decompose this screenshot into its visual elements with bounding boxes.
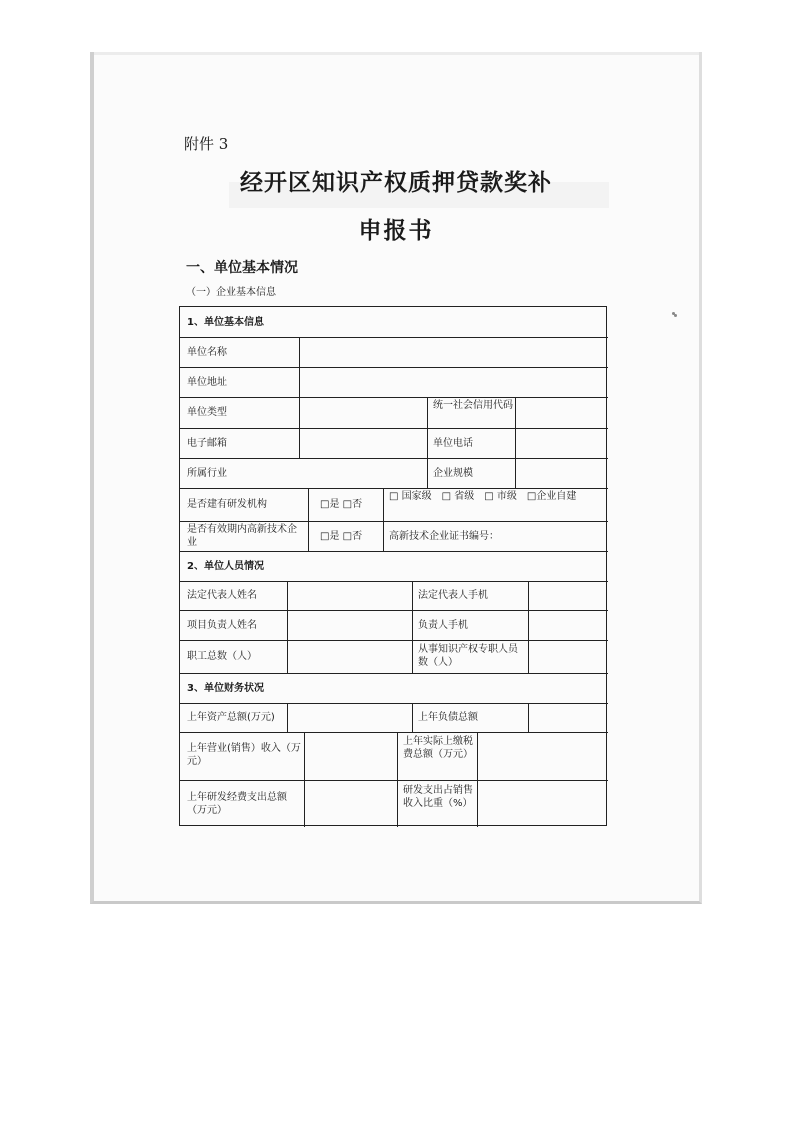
application-form-table <box>179 306 607 826</box>
email-label: 电子邮箱 <box>187 438 227 449</box>
unit-type-label: 单位类型 <box>187 407 227 418</box>
attachment-label: 附件 3 <box>184 135 229 153</box>
col-divider <box>528 703 529 732</box>
taxes-label: 上年实际上缴税费总额（万元） <box>403 736 473 760</box>
section-heading: 一、单位基本情况 <box>186 260 298 276</box>
credit-code-label: 统一社会信用代码 <box>433 400 513 411</box>
ip-staff-label: 从事知识产权专职人员数（人） <box>418 644 518 668</box>
document-subtitle: 申报书 <box>358 217 434 244</box>
legal-rep-name-label: 法定代表人姓名 <box>187 590 257 601</box>
total-assets-label: 上年资产总额(万元) <box>187 712 275 723</box>
hitech-cert-label: 高新技术企业证书编号： <box>389 531 499 542</box>
row-divider <box>180 703 608 704</box>
col-divider <box>397 732 398 827</box>
finance-header: 3、单位财务状况 <box>187 683 264 694</box>
col-divider <box>427 397 428 488</box>
hitech-label: 是否有效期内高新技术企业 <box>187 524 297 548</box>
scan-speck <box>674 314 677 317</box>
row-divider <box>180 673 608 674</box>
phone-label: 单位电话 <box>433 438 473 449</box>
rd-org-levels[interactable]: □ 国家级 □ 省级 □ 市级 □企业自建 <box>389 491 577 502</box>
row-divider <box>180 337 608 338</box>
row-divider <box>180 551 608 552</box>
rd-ratio-label: 研发支出占销售收入比重（%） <box>403 785 473 809</box>
subsection-heading: （一）企业基本信息 <box>186 287 276 298</box>
rd-expense-label: 上年研发经费支出总额（万元） <box>187 792 287 816</box>
personnel-header: 2、单位人员情况 <box>187 561 264 572</box>
basic-info-header: 1、单位基本信息 <box>187 317 264 328</box>
hitech-yes-no[interactable]: □是 □否 <box>320 531 363 542</box>
row-divider <box>180 397 608 398</box>
row-divider <box>180 581 608 582</box>
scan-edge <box>94 52 699 55</box>
row-divider <box>180 458 608 459</box>
total-staff-label: 职工总数（人） <box>187 651 257 662</box>
col-divider <box>299 337 300 458</box>
col-divider <box>412 581 413 673</box>
row-divider <box>180 732 608 733</box>
row-divider <box>180 367 608 368</box>
row-divider <box>180 521 608 522</box>
document-title: 经开区知识产权质押贷款奖补 <box>240 169 552 196</box>
revenue-label: 上年营业(销售）收入（万元） <box>187 743 301 767</box>
col-divider <box>528 581 529 673</box>
col-divider <box>287 703 288 732</box>
row-divider <box>180 428 608 429</box>
col-divider <box>287 581 288 673</box>
row-divider <box>180 640 608 641</box>
rd-org-label: 是否建有研发机构 <box>187 499 267 510</box>
project-lead-name-label: 项目负责人姓名 <box>187 620 257 631</box>
scale-label: 企业规模 <box>433 468 473 479</box>
industry-label: 所属行业 <box>187 468 227 479</box>
col-divider <box>515 397 516 488</box>
rd-org-yes-no[interactable]: □是 □否 <box>320 499 363 510</box>
col-divider <box>304 732 305 827</box>
row-divider <box>180 610 608 611</box>
unit-name-label: 单位名称 <box>187 347 227 358</box>
unit-address-label: 单位地址 <box>187 377 227 388</box>
lead-phone-label: 负责人手机 <box>418 620 468 631</box>
row-divider <box>180 488 608 489</box>
col-divider <box>412 703 413 732</box>
col-divider <box>308 488 309 551</box>
total-liabilities-label: 上年负债总额 <box>418 712 478 723</box>
legal-rep-phone-label: 法定代表人手机 <box>418 590 488 601</box>
col-divider <box>383 488 384 551</box>
col-divider <box>477 732 478 827</box>
row-divider <box>180 780 608 781</box>
